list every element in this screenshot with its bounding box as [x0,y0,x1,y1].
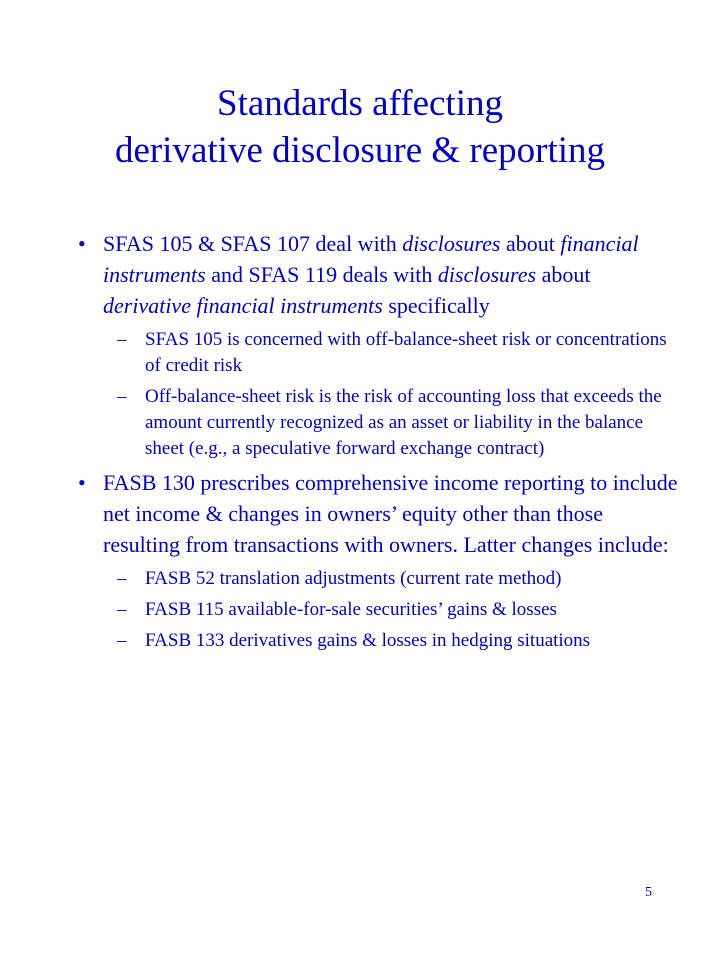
dash-marker: – [117,568,127,589]
dash-marker: – [117,599,127,620]
sub-bullet-2-3 [0,628,720,654]
title-line-2: derivative disclosure & reporting [114,130,606,171]
bullet-1-text-c: and SFAS 119 deals with [205,262,438,287]
slide-body [0,228,720,659]
sub-bullet-1-1 [0,327,720,379]
bullet-1-text-a: SFAS 105 & SFAS 107 deal with [103,231,403,256]
bullet-1-italic-disclosures-2: disclosures [437,262,537,287]
slide-title [0,80,720,174]
bullet-marker: • [78,470,86,495]
dash-marker: – [117,329,127,350]
bullet-1-italic-disclosures: disclosures [402,231,501,256]
bullet-1-italic-financial-instruments: financial instruments [103,231,639,287]
page-number: 5 [645,885,652,900]
sub-bullet-text: FASB 133 derivatives gains & losses in hedging situations [145,630,591,651]
bullet-item-1 [0,228,720,321]
bullet-2-text: FASB 130 prescribes comprehensive income reporting to include net income & changes in owners’ equity other than those resulting from transactions with owners. Latter changes include: [103,470,678,557]
bullet-1-italic-derivative-instruments: derivative financial instruments [103,293,383,318]
sub-bullet-2-2 [0,597,720,623]
sub-bullet-text: SFAS 105 is concerned with off-balance-sheet risk or concentrations of credit risk [145,329,667,376]
sub-bullet-1-2 [0,384,720,462]
bullet-1-text-e: specifically [382,293,490,318]
sub-bullet-text: FASB 115 available-for-sale securities’ gains & losses [145,599,557,620]
sub-bullet-text: FASB 52 translation adjustments (current rate method) [145,568,562,589]
bullet-1-text-d: about [536,262,591,287]
sub-bullet-2-1 [0,566,720,592]
bullet-1-text-b: about [500,231,561,256]
bullet-item-2 [0,467,720,560]
sub-bullet-text: Off-balance-sheet risk is the risk of accounting loss that exceeds the amount currently recognized as an asset or liability in the balance sheet (e.g., a speculative forward exchange contract) [145,386,662,459]
dash-marker: – [117,630,127,651]
title-line-1: Standards affecting [217,83,503,124]
bullet-marker: • [78,231,86,256]
dash-marker: – [117,386,127,407]
